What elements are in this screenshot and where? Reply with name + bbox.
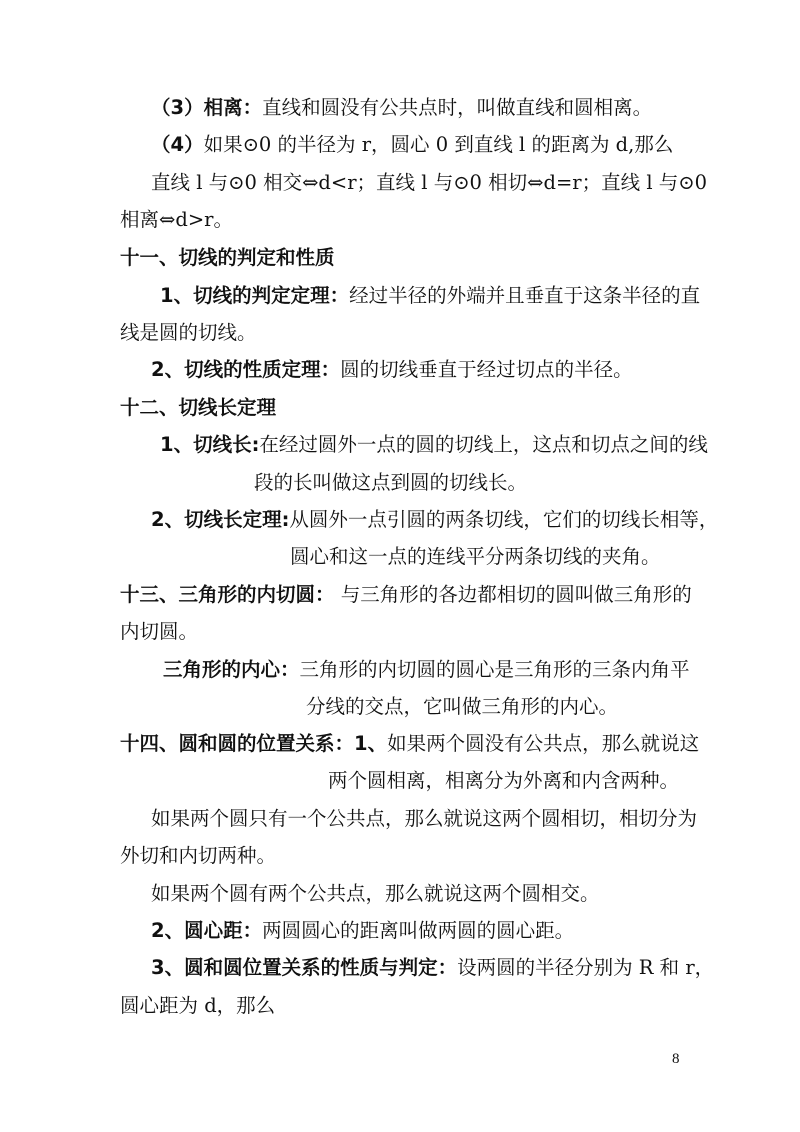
text-line: 两个圆相离，相离分为外离和内含两种。: [328, 769, 680, 792]
section-heading: 十一、切线的判定和性质: [120, 246, 335, 269]
text-line: 如果两个圆有两个公共点，那么就说这两个圆相交。: [151, 882, 600, 905]
text-line: 相离⇔d>r。: [120, 208, 233, 231]
text-line: 外切和内切两种。: [120, 844, 277, 867]
text-line: 1、切线的判定定理：经过半径的外端并且垂直于这条半径的直: [160, 284, 701, 307]
text-line: 圆心和这一点的连线平分两条切线的夹角。: [290, 545, 661, 568]
text-line: 2、切线长定理:从圆外一点引圆的两条切线，它们的切线长相等，: [151, 508, 719, 531]
text-line: 1、切线长:在经过圆外一点的圆的切线上，这点和切点之间的线: [160, 433, 708, 456]
text-line: 如果两个圆只有一个公共点，那么就说这两个圆相切，相切分为: [151, 807, 698, 830]
text-line: 十四、圆和圆的位置关系：1、如果两个圆没有公共点，那么就说这: [120, 732, 700, 755]
text-line: 三角形的内心：三角形的内切圆的圆心是三角形的三条内角平: [163, 658, 690, 681]
text-line: 3、圆和圆位置关系的性质与判定：设两圆的半径分别为 R 和 r，: [151, 956, 715, 979]
text-line: 十三、三角形的内切圆： 与三角形的各边都相切的圆叫做三角形的: [120, 583, 692, 606]
text-line: （4）如果⊙0 的半径为 r，圆心 0 到直线 l 的距离为 d,那么: [151, 133, 674, 156]
text-line: 内切圆。: [120, 620, 199, 643]
text-line: 圆心距为 d，那么: [120, 994, 276, 1017]
text-line: 2、切线的性质定理：圆的切线垂直于经过切点的半径。: [151, 358, 633, 381]
text-line: 分线的交点，它叫做三角形的内心。: [306, 695, 619, 718]
text-line: 直线 l 与⊙0 相交⇔d<r；直线 l 与⊙0 相切⇔d=r；直线 l 与⊙0: [151, 171, 707, 194]
text-line: 2、圆心距：两圆圆心的距离叫做两圆的圆心距。: [151, 919, 575, 942]
text-line: 段的长叫做这点到圆的切线长。: [254, 471, 528, 494]
text-line: （3）相离：直线和圆没有公共点时，叫做直线和圆相离。: [151, 96, 653, 119]
page-number: 8: [672, 1051, 680, 1067]
text-line: 线是圆的切线。: [120, 321, 257, 344]
section-heading: 十二、切线长定理: [120, 396, 277, 419]
